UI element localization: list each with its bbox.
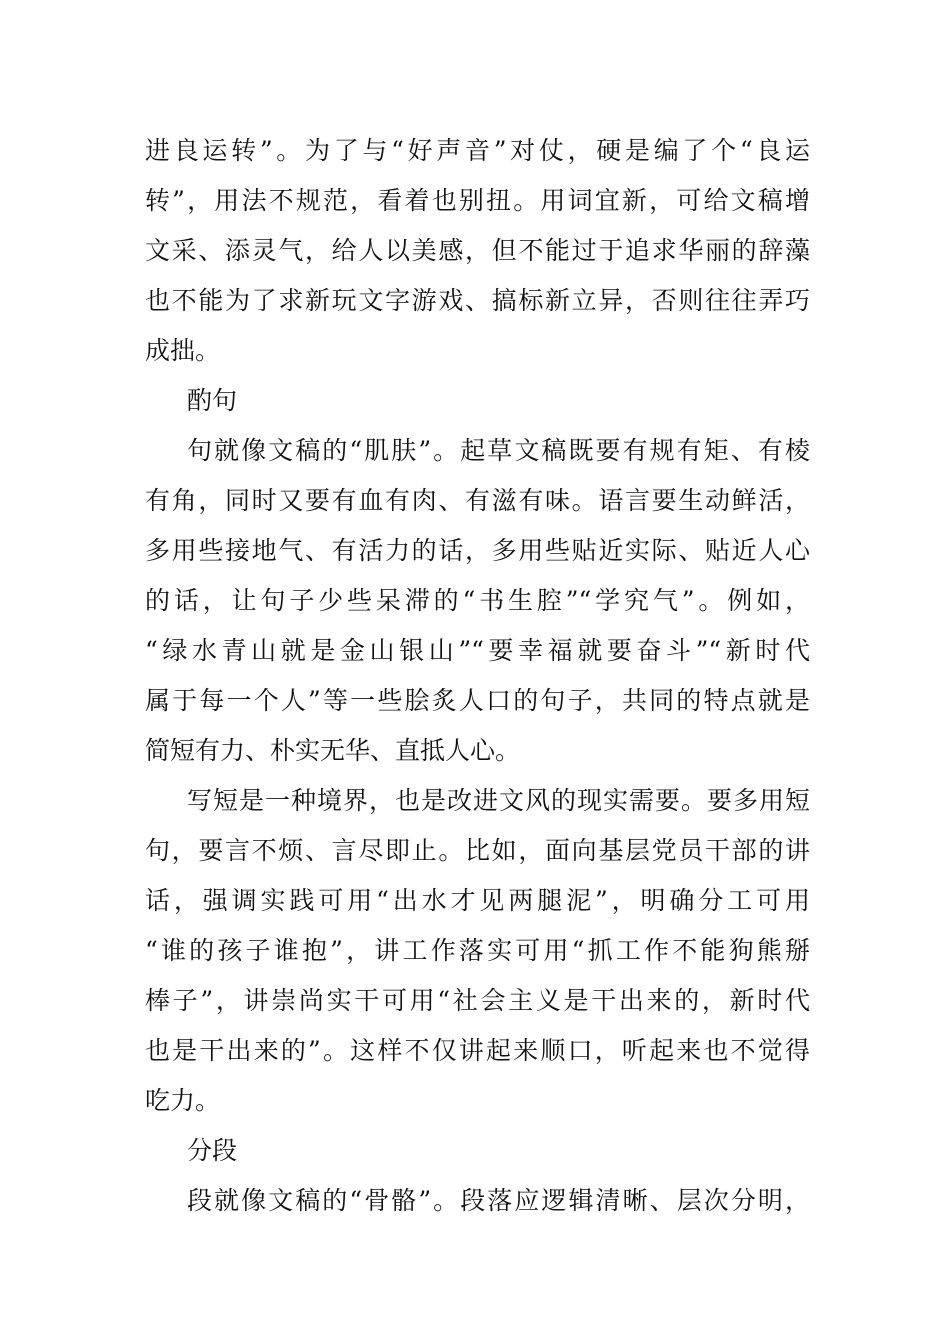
document-page [145,126,810,1226]
text-line: 也不能为了求新玩文字游戏、搞标新立异，否则往往弄巧 [145,286,810,315]
text-line: 句就像文稿的“肌肤”。起草文稿既要有规有矩、有棱 [187,436,810,465]
paragraph-end-line: 吃力。 [145,1086,221,1115]
text-line: 文采、添灵气，给人以美感，但不能过于追求华丽的辞藻 [145,236,810,265]
text-line: “谁的孩子谁抱”，讲工作落实可用“抓工作不能狗熊掰 [145,936,810,965]
text-line: 句，要言不烦、言尽即止。比如，面向基层党员干部的讲 [145,836,810,865]
text-line: 转”，用法不规范，看着也别扭。用词宜新，可给文稿增 [145,186,810,215]
text-line: 写短是一种境界，也是改进文风的现实需要。要多用短 [187,786,810,815]
text-line: 也是干出来的”。这样不仅讲起来顺口，听起来也不觉得 [145,1036,810,1065]
text-line: 有角，同时又要有血有肉、有滋有味。语言要生动鲜活， [145,486,810,515]
text-line: 段就像文稿的“骨骼”。段落应逻辑清晰、层次分明， [187,1186,810,1215]
section-heading: 分段 [187,1136,238,1165]
section-heading: 酌句 [187,386,238,415]
paragraph-end-line: 成拙。 [145,336,221,365]
text-line: 进良运转”。为了与“好声音”对仗，硬是编了个“良运 [145,136,810,165]
text-line: 多用些接地气、有活力的话，多用些贴近实际、贴近人心 [145,536,810,565]
paragraph-end-line: 简短有力、朴实无华、直抵人心。 [145,736,521,765]
text-line: 话，强调实践可用“出水才见两腿泥”，明确分工可用 [145,886,810,915]
text-line: 的话，让句子少些呆滞的“书生腔”“学究气”。例如， [145,586,810,615]
text-line: 棒子”，讲崇尚实干可用“社会主义是干出来的，新时代 [145,986,810,1015]
text-line: 属于每一个人”等一些脍炙人口的句子，共同的特点就是 [145,686,810,715]
text-line: “绿水青山就是金山银山”“要幸福就要奋斗”“新时代 [145,636,810,665]
